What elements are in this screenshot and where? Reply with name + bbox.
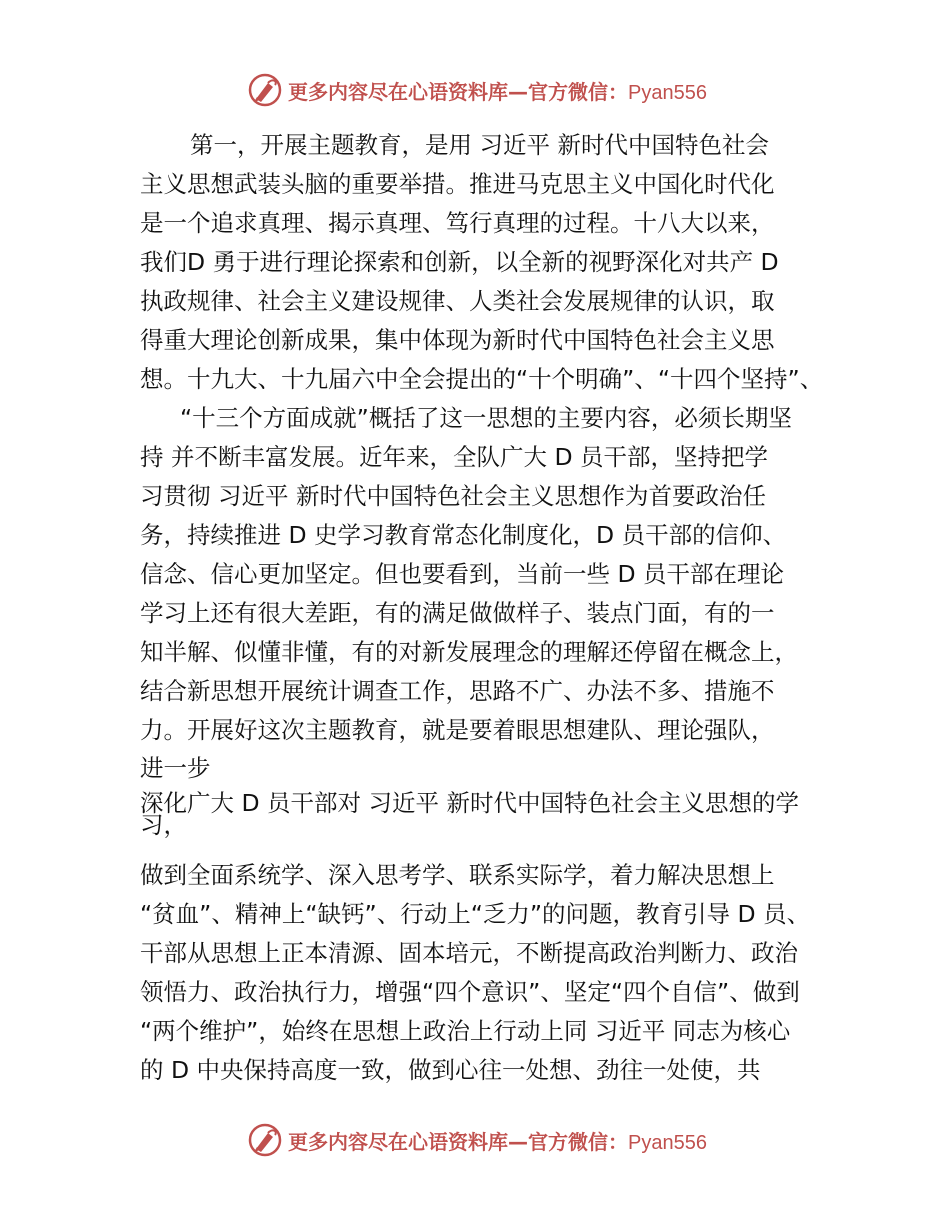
text-line: 结合新思想开展统计调查工作，思路不广、办法不多、措施不	[140, 677, 775, 705]
footer-watermark	[248, 1120, 707, 1160]
text-line: 我们D 勇于进行理论探索和创新，以全新的视野深化对共产 D	[140, 248, 779, 276]
header-watermark	[248, 70, 707, 110]
text-line: 做到全面系统学、深入思考学、联系实际学，着力解决思想上	[140, 861, 775, 889]
text-line: 是一个追求真理、揭示真理、笃行真理的过程。十八大以来，	[140, 209, 775, 237]
text-line: 领悟力、政治执行力，增强“四个意识”、坚定“四个自信”、做到	[140, 978, 800, 1006]
text-line: 的 D 中央保持高度一致，做到心往一处想、劲往一处使，共	[140, 1056, 761, 1084]
text-line: 知半解、似懂非懂，有的对新发展理念的理解还停留在概念上，	[140, 638, 798, 666]
text-line: 主义思想武装头脑的重要举措。推进马克思主义中国化时代化	[140, 170, 775, 198]
watermark-text: 更多内容尽在心语资料库—官方微信：Pyan556	[288, 1129, 707, 1154]
text-line: 持 并不断丰富发展。近年来，全队广大 D 员干部，坚持把学	[140, 443, 769, 471]
text-line: 务，持续推进 D 史学习教育常态化制度化，D 员干部的信仰、	[140, 521, 787, 549]
text-line: 得重大理论创新成果，集中体现为新时代中国特色社会主义思	[140, 326, 775, 354]
text-line: “贫血”、精神上“缺钙”、行动上“乏力”的问题，教育引导 D 员、	[140, 900, 811, 928]
text-line: 信念、信心更加坚定。但也要看到，当前一些 D 员干部在理论	[140, 560, 785, 588]
text-line: “两个维护”，始终在思想上政治上行动上同 习近平 同志为核心	[140, 1017, 791, 1045]
text-line: 力。开展好这次主题教育，就是要着眼思想建队、理论强队，	[140, 716, 775, 744]
text-line: 习贯彻 习近平 新时代中国特色社会主义思想作为首要政治任	[140, 482, 766, 510]
pen-logo-icon	[248, 73, 282, 107]
text-line: 进一步	[140, 754, 211, 782]
text-line: 第一，开展主题教育，是用 习近平 新时代中国特色社会	[190, 131, 769, 159]
pen-logo-icon	[248, 1123, 282, 1157]
watermark-text: 更多内容尽在心语资料库—官方微信：Pyan556	[288, 79, 707, 104]
text-line: 执政规律、社会主义建设规律、人类社会发展规律的认识，取	[140, 287, 775, 315]
text-line: 想。十九大、十九届六中全会提出的“十个明确”、“十四个坚持”、	[140, 365, 824, 393]
text-line: 学习上还有很大差距，有的满足做做样子、装点门面，有的一	[140, 599, 775, 627]
text-line: 深化广大 D 员干部对 习近平 新时代中国特色社会主义思想的学习，	[140, 789, 799, 839]
text-line: 干部从思想上正本清源、固本培元，不断提高政治判断力、政治	[140, 939, 798, 967]
text-line: “十三个方面成就”概括了这一思想的主要内容，必须长期坚	[180, 404, 792, 432]
